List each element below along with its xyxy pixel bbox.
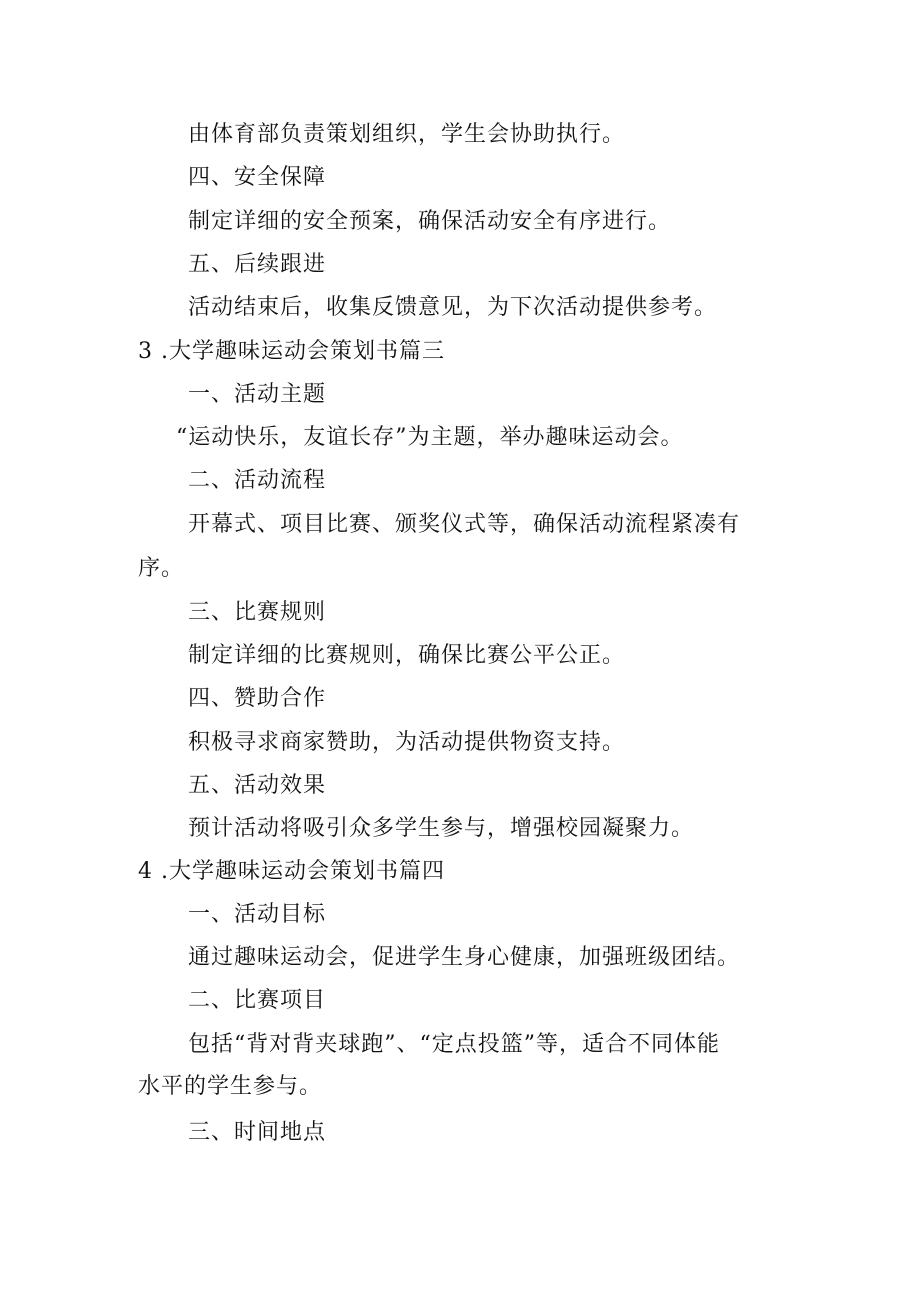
heading-rules: 三、比赛规则 — [188, 600, 327, 625]
heading-goal: 一、活动目标 — [188, 902, 327, 927]
paragraph-events-line1: 包括“背对背夹球跑”、“定点投篮”等，适合不同体能 — [188, 1032, 720, 1057]
section-title-4: 4 .大学趣味运动会策划书篇四 — [138, 859, 445, 884]
heading-events: 二、比赛项目 — [188, 988, 327, 1013]
heading-theme: 一、活动主题 — [188, 382, 327, 407]
paragraph-theme: “运动快乐，友谊长存”为主题，举办趣味运动会。 — [176, 425, 684, 450]
heading-sponsorship: 四、赞助合作 — [188, 686, 327, 711]
heading-process: 二、活动流程 — [188, 468, 327, 493]
paragraph-safety: 制定详细的安全预案，确保活动安全有序进行。 — [188, 209, 672, 234]
paragraph-process-line2: 序。 — [138, 556, 185, 581]
paragraph-sponsorship: 积极寻求商家赞助，为活动提供物资支持。 — [188, 730, 626, 755]
paragraph-process-line1: 开幕式、项目比赛、颁奖仪式等，确保活动流程紧凑有 — [188, 512, 741, 537]
heading-followup: 五、后续跟进 — [188, 252, 327, 277]
heading-effect: 五、活动效果 — [188, 773, 327, 798]
paragraph-effect: 预计活动将吸引众多学生参与，增强校园凝聚力。 — [188, 816, 695, 841]
paragraph-goal: 通过趣味运动会，促进学生身心健康，加强班级团结。 — [188, 945, 741, 970]
heading-safety: 四、安全保障 — [188, 165, 327, 190]
heading-time-place: 三、时间地点 — [188, 1120, 327, 1145]
paragraph-followup: 活动结束后，收集反馈意见，为下次活动提供参考。 — [188, 295, 718, 320]
paragraph-organizer: 由体育部负责策划组织，学生会协助执行。 — [188, 122, 626, 147]
section-title-3: 3 .大学趣味运动会策划书篇三 — [138, 339, 445, 364]
paragraph-events-line2: 水平的学生参与。 — [138, 1074, 323, 1099]
paragraph-rules: 制定详细的比赛规则，确保比赛公平公正。 — [188, 643, 626, 668]
